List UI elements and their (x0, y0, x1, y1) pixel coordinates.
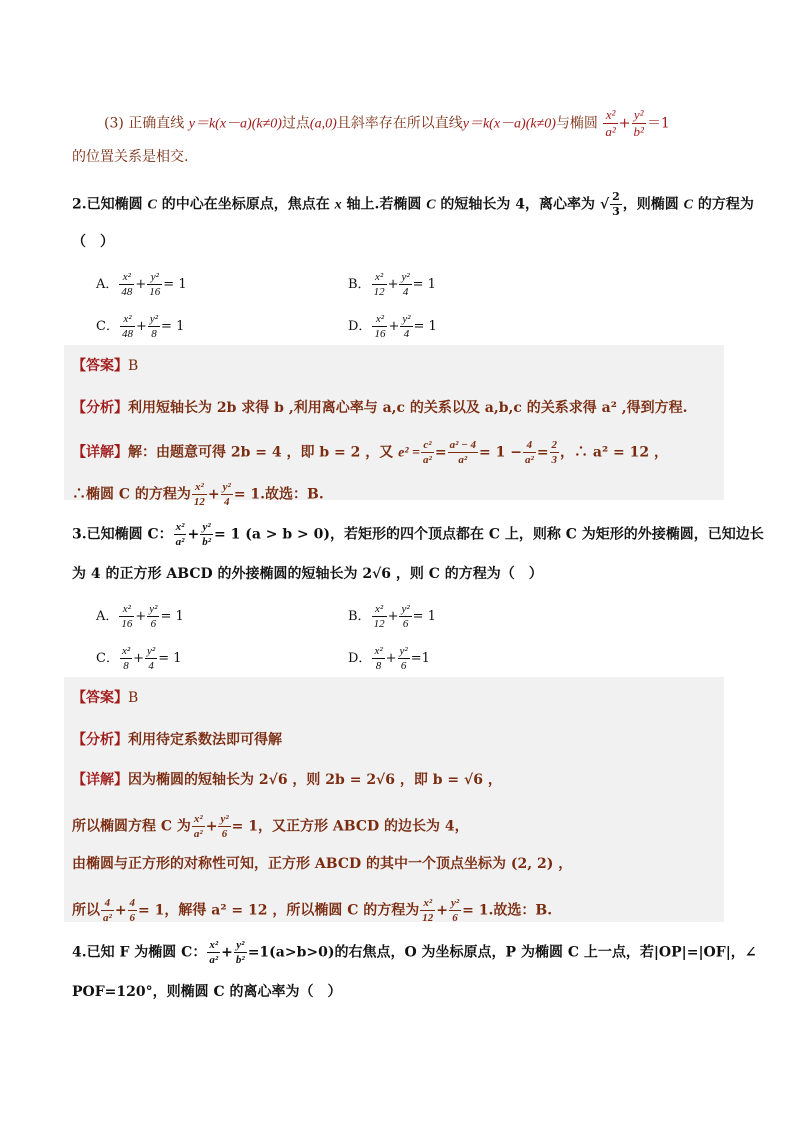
fraction: $\frac{\text{x²}}{\text{a²}}$ (605, 107, 616, 139)
text: 因为椭圆的短轴长为 2√6 ，则 2b = 2√6 ，即 b = √6 ， (128, 772, 502, 788)
q1-tail-line2: 的位置关系是相交. (72, 149, 189, 165)
text: 利用短轴长为 2b 求得 b ,利用离心率与 a,c 的关系以及 a,b,c 的关系求得 a² ,得到方程. (128, 400, 688, 416)
text: (3) 正确 (104, 115, 157, 132)
math: y＝k(x－a)(k≠0) (188, 116, 282, 132)
label: C． (96, 319, 119, 334)
answer-value: B (128, 358, 139, 374)
label: A． (96, 609, 119, 624)
text: .故选：B. (488, 902, 553, 919)
text: 的中心在坐标原点，焦点在 (156, 196, 335, 213)
text: 所以 (72, 902, 100, 919)
q4-stem-2: POF=120°，则椭圆 C 的离心率为（ ） (72, 984, 342, 1000)
text: ，解得 a² = 12 ，所以椭圆 C 的方程为 (164, 902, 420, 919)
label: D． (348, 319, 372, 334)
math: y＝k(x－a)(k≠0) (462, 116, 556, 132)
q2-option-b[interactable]: B． $\frac{\text{x²}}{12}$ + $\frac{\text{y²}}{4}$ = 1 (348, 271, 436, 298)
text: 轴上.若椭圆 (341, 196, 427, 213)
q3-stem: 3.已知椭圆 C： $\frac{\text{x²}}{\text{a²}}$ + $\frac{\text{y²}}{\text{b²}}$ = 1 (a > b > 0)，若矩形的四个顶点都在 C 上，则称 C 为矩形的外接椭圆，已知边长 (72, 521, 764, 548)
q3-option-d[interactable]: D． $\frac{\text{x²}}{8}$ + $\frac{\text{y²}}{6}$ =1 (348, 645, 430, 672)
text: ，又正方形 ABCD 的边长为 4， (257, 818, 469, 835)
text: 的短轴长为 4，离心率为 (435, 196, 596, 213)
q2-option-a[interactable]: A． $\frac{\text{x²}}{48}$ + $\frac{\text{y²}}{16}$ = 1 (96, 271, 187, 298)
q2-detail-2: ∴椭圆 C 的方程为 $\frac{\text{x²}}{12}$ + $\frac{\text{y²}}{4}$ = 1.故选：B. (72, 481, 324, 508)
q2-answer (72, 356, 138, 376)
text: ＝1 (646, 115, 670, 132)
q2-paren: （ ） (72, 234, 114, 250)
q3-stem-2: 为 4 的正方形 ABCD 的外接椭圆的短轴长为 2√6 ，则 C 的方程为（ ） (72, 566, 543, 582)
text: .故选：B. (260, 486, 324, 503)
q3-detail-4: 所以 $\frac{4}{\text{a²}}$ + $\frac{4}{6}$ = 1，解得 a² = 12 ，所以椭圆 C 的方程为 $\frac{\text{x²}}{12}$ + $\frac{\text{y²}}{6}$ = 1.故选：B. (72, 897, 553, 924)
q3-answer (72, 688, 138, 708)
q2-option-d[interactable]: D． $\frac{\text{x²}}{16}$ + $\frac{\text{y²}}{4}$ = 1 (348, 313, 437, 340)
q2-answer-block (64, 345, 724, 500)
q2-stem: 2.已知椭圆 C 的中心在坐标原点，焦点在 x 轴上.若椭圆 C 的短轴长为 4，离心率为 √ $\frac{2}{3}$ ，则椭圆 C 的方程为 (72, 190, 754, 218)
text: 直线 (156, 115, 185, 132)
q3-detail (72, 770, 502, 790)
text: ，则椭圆 (622, 196, 684, 213)
text: ，若矩形的四个顶点都在 C 上，则称 C 为矩形的外接椭圆，已知边长 (330, 526, 764, 543)
text: ，∴ a² = 12 ， (560, 444, 668, 461)
label: D． (348, 651, 372, 666)
q2-detail: 【详解】解：由题意可得 2b = 4 ，即 b = 2 ，又 e² = $\frac{\text{c²}}{\text{a²}}$ = $\frac{\text{a² − 4}}{\text{a²}}$ = 1 − $\frac{4}{\text{a²}}$ = $\frac{2}{3}$ ，∴ a² = 12 ， (72, 439, 668, 466)
sqrt-expr: √ $\frac{2}{3}$ (599, 190, 620, 218)
analysis-tag: 【分析】 (72, 732, 128, 748)
text: 利用待定系数法即可得解 (128, 732, 282, 748)
analysis-tag: 【分析】 (72, 400, 128, 416)
q3-analysis (72, 730, 282, 750)
text: 所以椭圆方程 C 为 (72, 818, 191, 835)
q3-option-b[interactable]: B． $\frac{\text{x²}}{12}$ + $\frac{\text{y²}}{6}$ = 1 (348, 603, 436, 630)
label: B． (348, 277, 371, 292)
q2-option-c[interactable]: C． $\frac{\text{x²}}{48}$ + $\frac{\text{y²}}{8}$ = 1 (96, 313, 185, 340)
q3-answer-block (64, 677, 724, 922)
q4-stem: 4.已知 F 为椭圆 C： $\frac{\text{x²}}{\text{a²}}$ + $\frac{\text{y²}}{\text{b²}}$ =1(a>b>0)的右焦点，O 为坐标原点，P 为椭圆 C 上一点，若|OP|=|OF|，∠ (72, 939, 757, 966)
q3-option-c[interactable]: C． $\frac{\text{x²}}{8}$ + $\frac{\text{y²}}{4}$ = 1 (96, 645, 182, 672)
fraction: $\frac{\text{y²}}{\text{b²}}$ (633, 107, 644, 139)
detail-tag: 【详解】 (72, 444, 128, 461)
text: ∴椭圆 C 的方程为 (72, 486, 191, 503)
text: 的方程为 (693, 196, 754, 213)
q3-option-a[interactable]: A． $\frac{\text{x²}}{16}$ + $\frac{\text{y²}}{6}$ = 1 (96, 603, 184, 630)
label: A． (96, 277, 119, 292)
math: (a,0) (309, 116, 337, 132)
text: 4.已知 F 为椭圆 C： (72, 944, 207, 961)
q3-detail-3: 由椭圆与正方形的对称性可知，正方形 ABCD 的其中一个顶点坐标为 (2, 2) ， (72, 856, 573, 872)
label: C． (96, 651, 119, 666)
answer-value: B (128, 690, 139, 706)
detail-tag: 【详解】 (72, 772, 128, 788)
label: B． (348, 609, 371, 624)
text: 3.已知椭圆 C： (72, 526, 173, 543)
q1-tail-line1: (3) 正确直线 y＝k(x－a)(k≠0)过点(a,0)且斜率存在所以直线y＝k(x－a)(k≠0)与椭圆 $\frac{\text{x²}}{\text{a²}}$ + $\frac{\text{y²}}{\text{b²}}$ ＝1 (104, 107, 670, 139)
text: 过点 (281, 115, 310, 132)
answer-tag: 【答案】 (72, 690, 128, 706)
q3-detail-2: 所以椭圆方程 C 为 $\frac{\text{x²}}{\text{a²}}$ + $\frac{\text{y²}}{6}$ = 1，又正方形 ABCD 的边长为 4， (72, 813, 469, 840)
text: 解：由题意可得 2b = 4 ，即 b = 2 ，又 (128, 444, 399, 461)
q2-analysis (72, 398, 688, 418)
text: 2.已知椭圆 (72, 196, 148, 213)
answer-tag: 【答案】 (72, 358, 128, 374)
text: =1(a>b>0)的右焦点，O 为坐标原点，P 为椭圆 C 上一点，若|OP|=|OF|，∠ (247, 944, 757, 961)
text: 且斜率存在所以直线 (336, 115, 463, 132)
text: 与椭圆 (555, 115, 598, 132)
